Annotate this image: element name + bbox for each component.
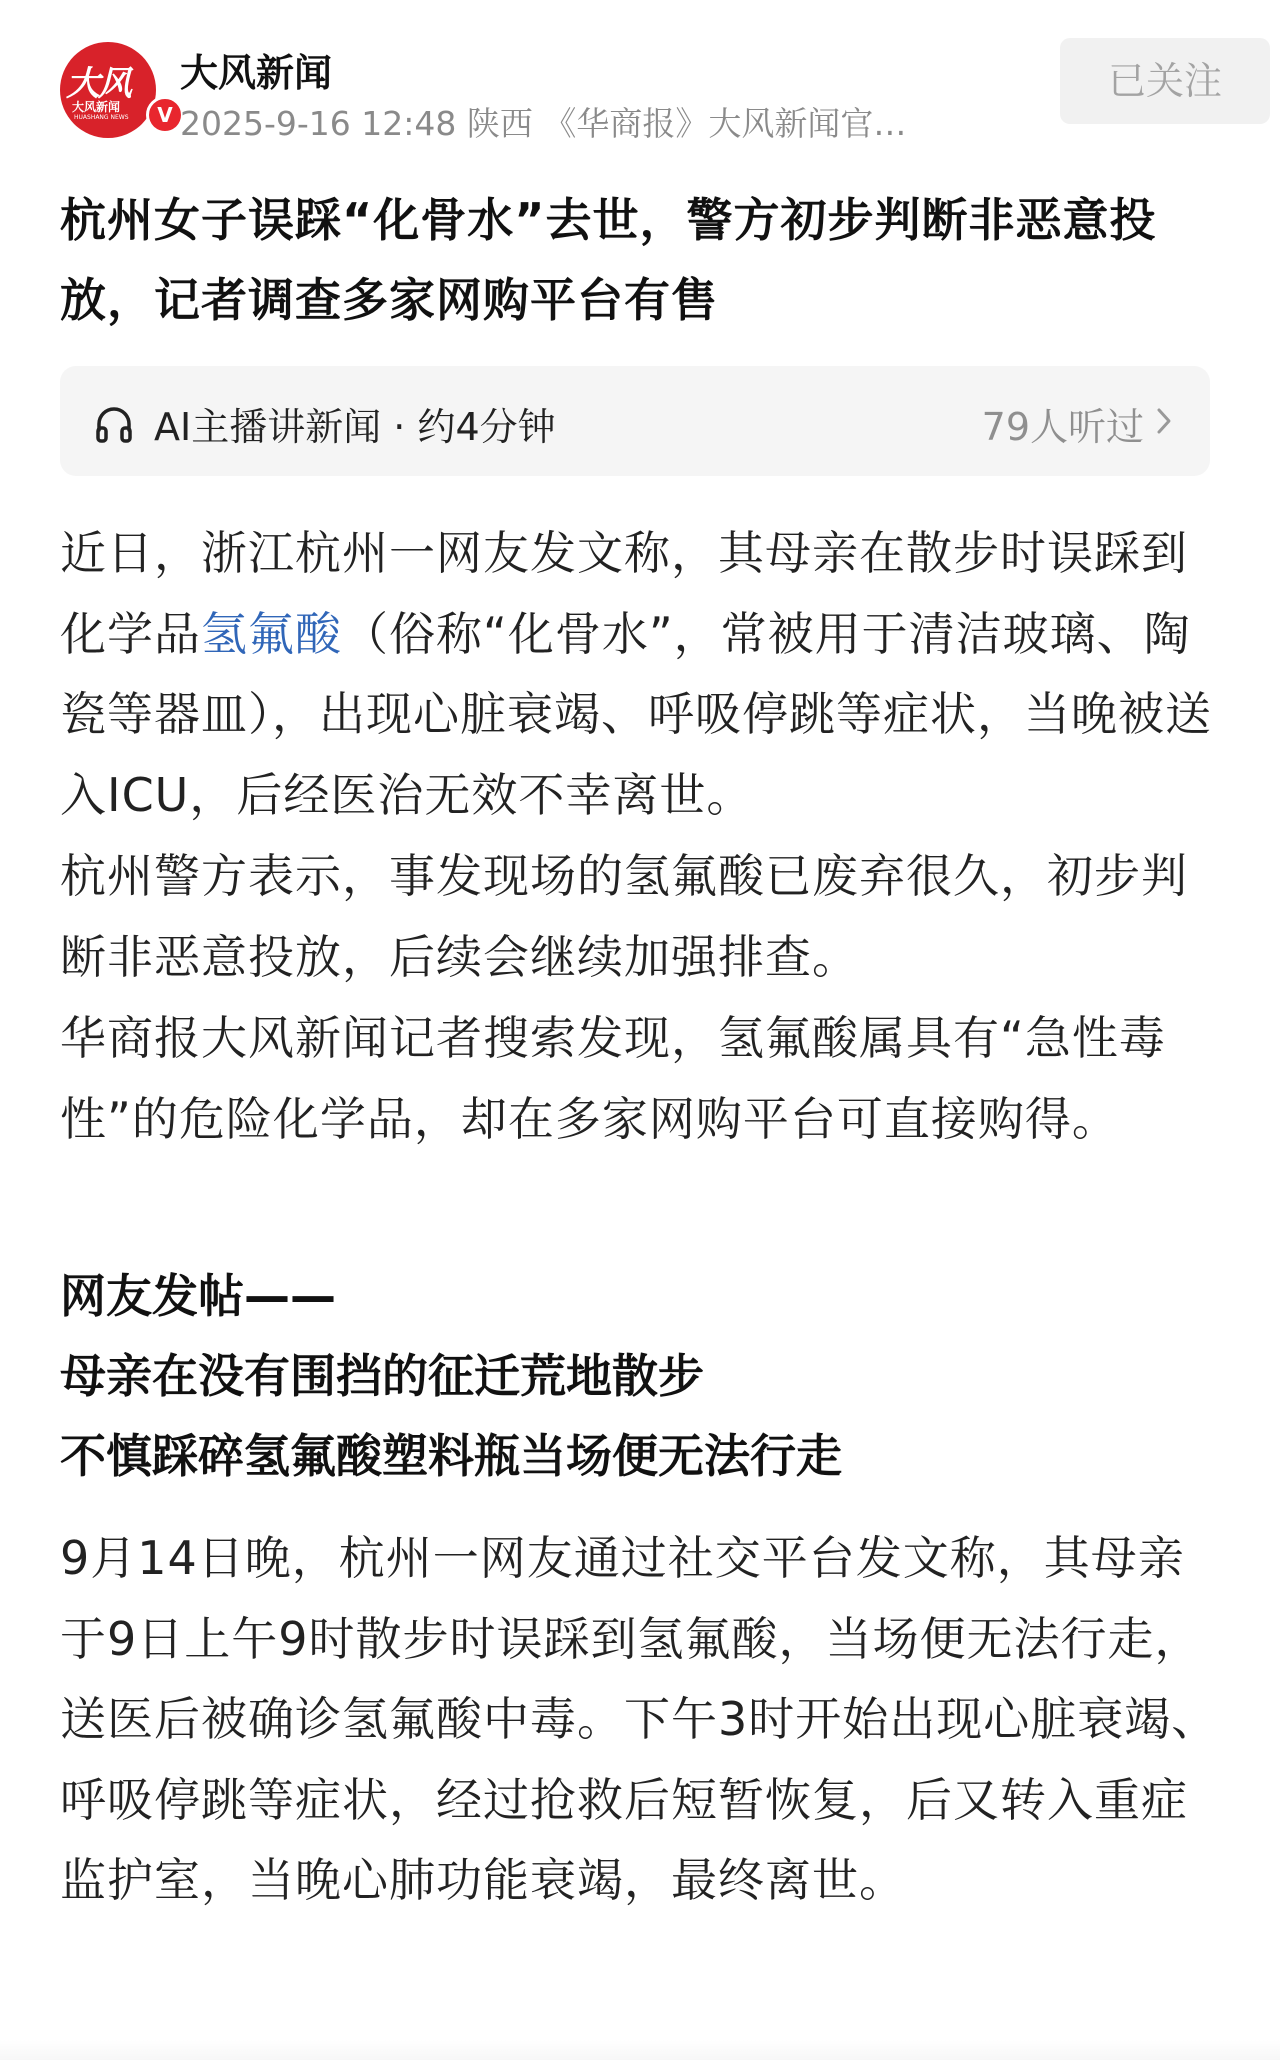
logo-subtext-en: HUASHANG NEWS <box>74 114 129 121</box>
ai-audio-bar[interactable] <box>60 366 1210 476</box>
verified-badge-icon: V <box>146 96 184 134</box>
paragraph-text: （俗称“化骨水”，常被用于清洁玻璃、陶瓷等器皿），出现心脏衰竭、呼吸停跳等症状，当晚被送入ICU，后经医治无效不幸离世。 <box>60 606 1212 822</box>
section-heading <box>60 1256 1230 1496</box>
bottom-edge <box>0 2040 1280 2060</box>
section-heading-line: 母亲在没有围挡的征迁荒地散步 <box>60 1349 704 1403</box>
source-name[interactable]: 大风新闻 <box>180 51 333 95</box>
section-heading-line: 不慎踩碎氢氟酸塑料瓶当场便无法行走 <box>60 1429 842 1483</box>
paragraph-3: 华商报大风新闻记者搜索发现，氢氟酸属具有“急性毒性”的危险化学品，却在多家网购平台可直接购得。 <box>60 1011 1166 1146</box>
headphones-icon <box>94 404 134 444</box>
logo-text: 大风 <box>66 64 130 104</box>
listen-count: 79人听过 <box>981 405 1144 449</box>
section-heading-line: 网友发帖—— <box>60 1269 336 1323</box>
article-header <box>60 38 1220 148</box>
paragraph-2: 杭州警方表示，事发现场的氢氟酸已废弃很久，初步判断非恶意投放，后续会继续加强排查。 <box>60 849 1188 984</box>
avatar[interactable] <box>60 42 156 138</box>
post-meta: 2025-9-16 12:48 陕西 《华商报》大风新闻官… <box>180 104 907 143</box>
chevron-right-icon <box>1154 404 1174 438</box>
audio-label: AI主播讲新闻 · 约4分钟 <box>154 405 556 449</box>
follow-button[interactable]: 已关注 <box>1060 38 1270 124</box>
paragraph-1 <box>60 513 1230 835</box>
paragraph-text: 近日，浙江杭州一网友发文称，其母亲在散步时误踩到化学品 <box>60 526 1188 661</box>
keyword-link[interactable]: 氢氟酸 <box>201 606 342 661</box>
article-title: 杭州女子误踩“化骨水”去世，警方初步判断非恶意投放，记者调查多家网购平台有售 <box>60 193 1157 327</box>
paragraph-4: 9月14日晚，杭州一网友通过社交平台发文称，其母亲于9日上午9时散步时误踩到氢氟酸，当场便无法行走，送医后被确诊氢氟酸中毒。下午3时开始出现心脏衰竭、呼吸停跳等症状，经过抢救后短暂恢复，后又转入重症监护室，当晚心肺功能衰竭，最终离世。 <box>60 1531 1219 1908</box>
logo-subtext: 大风新闻 <box>72 100 121 114</box>
